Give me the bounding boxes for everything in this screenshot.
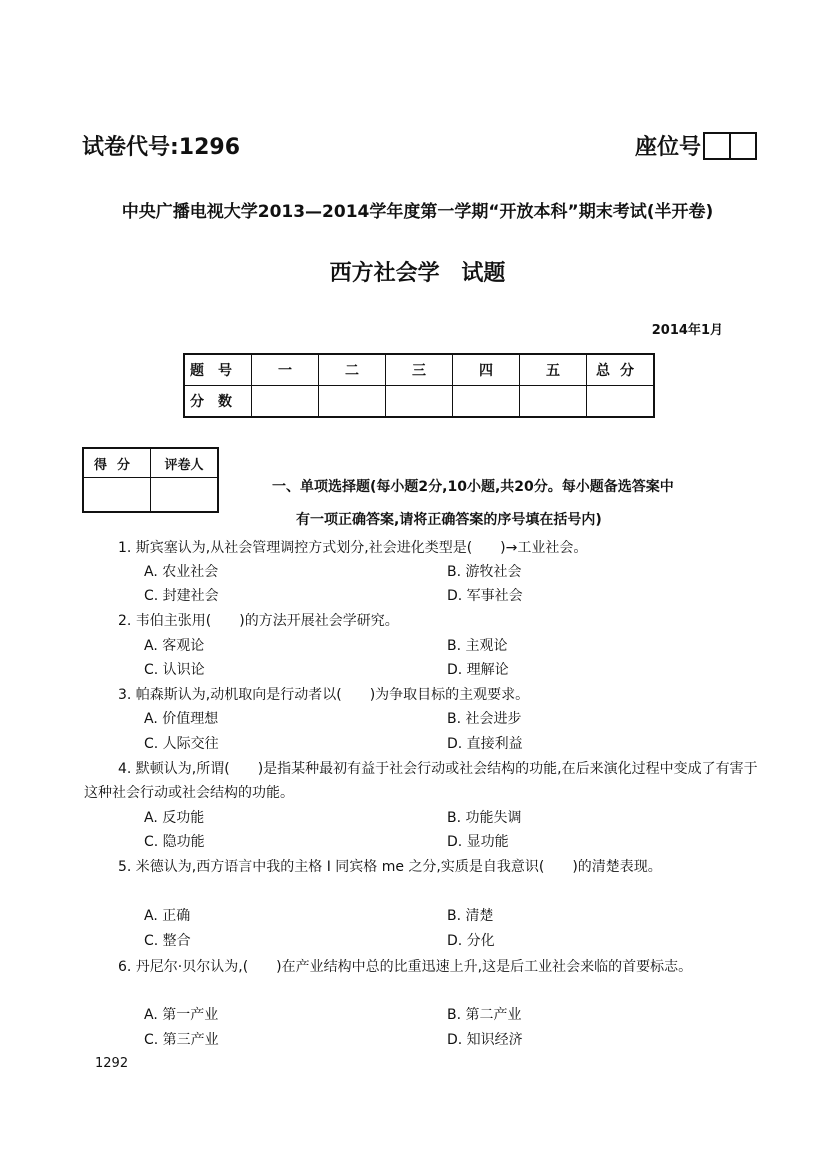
option: A. 正确	[144, 908, 191, 924]
score-table-col-4: 四	[453, 354, 520, 386]
option: C. 认识论	[144, 662, 205, 678]
exam-date: 2014年1月	[651, 323, 723, 338]
score-table-col-total: 总分	[587, 354, 655, 386]
option: A. 客观论	[144, 638, 205, 654]
option: D. 直接利益	[447, 736, 523, 752]
option: C. 隐功能	[144, 834, 205, 850]
grader-score-cell	[83, 478, 151, 513]
option: C. 整合	[144, 933, 191, 949]
question-stem: 3. 帕森斯认为,动机取向是行动者以( )为争取目标的主观要求。	[118, 687, 530, 703]
option: A. 农业社会	[144, 564, 219, 580]
score-cell	[453, 386, 520, 418]
option: B. 清楚	[447, 908, 494, 924]
seat-boxes	[703, 132, 757, 160]
option: D. 军事社会	[447, 588, 523, 604]
question-stem: 1. 斯宾塞认为,从社会管理调控方式划分,社会进化类型是( )→工业社会。	[118, 540, 588, 556]
grader-name-label: 评卷人	[151, 448, 219, 478]
option: C. 第三产业	[144, 1032, 219, 1048]
option: D. 分化	[447, 933, 495, 949]
exam-name: 中央广播电视大学2013—2014学年度第一学期“开放本科”期末考试(半开卷)	[121, 202, 714, 222]
score-table	[183, 353, 655, 418]
score-cell	[520, 386, 587, 418]
page-number: 1292	[95, 1056, 129, 1071]
question-stem: 6. 丹尼尔·贝尔认为,( )在产业结构中总的比重迅速上升,这是后工业社会来临的首要标志。	[118, 959, 693, 975]
option: B. 社会进步	[447, 711, 522, 727]
option: C. 封建社会	[144, 588, 219, 604]
grader-name-cell	[151, 478, 219, 513]
option: B. 主观论	[447, 638, 508, 654]
question-stem: 2. 韦伯主张用( )的方法开展社会学研究。	[118, 613, 399, 629]
option: B. 游牧社会	[447, 564, 522, 580]
seat-number	[635, 130, 757, 161]
section-line-2: 有一项正确答案,请将正确答案的序号填在括号内)	[296, 512, 602, 528]
option: A. 价值理想	[144, 711, 219, 727]
score-cell	[386, 386, 453, 418]
option: C. 人际交往	[144, 736, 219, 752]
option: D. 显功能	[447, 834, 509, 850]
option: D. 知识经济	[447, 1032, 523, 1048]
option: A. 反功能	[144, 810, 205, 826]
option: B. 功能失调	[447, 810, 522, 826]
question-stem: 4. 默顿认为,所谓( )是指某种最初有益于社会行动或社会结构的功能,在后来演化过程中变成了有害于这种社会行动或社会结构的功能。	[84, 761, 758, 801]
grader-table	[82, 447, 219, 513]
score-cell	[252, 386, 319, 418]
page-title: 西方社会学 试题	[329, 261, 506, 286]
seat-label: 座位号	[634, 135, 701, 160]
option: B. 第二产业	[447, 1007, 522, 1023]
score-table-header-label: 题号	[184, 354, 252, 386]
grader-score-label: 得分	[83, 448, 151, 478]
score-table-col-5: 五	[520, 354, 587, 386]
score-cell	[319, 386, 386, 418]
score-table-col-1: 一	[252, 354, 319, 386]
score-table-score-label: 分数	[184, 386, 252, 418]
option: D. 理解论	[447, 662, 509, 678]
score-table-col-3: 三	[386, 354, 453, 386]
section-heading	[272, 471, 674, 537]
section-line-1: 一、单项选择题(每小题2分,10小题,共20分。每小题备选答案中	[272, 479, 674, 495]
score-table-col-2: 二	[319, 354, 386, 386]
option: A. 第一产业	[144, 1007, 219, 1023]
paper-code: 试卷代号:1296	[82, 135, 241, 160]
question-stem: 5. 米德认为,西方语言中我的主格 I 同宾格 me 之分,实质是自我意识( )的清楚表现。	[118, 859, 662, 875]
score-cell	[587, 386, 655, 418]
